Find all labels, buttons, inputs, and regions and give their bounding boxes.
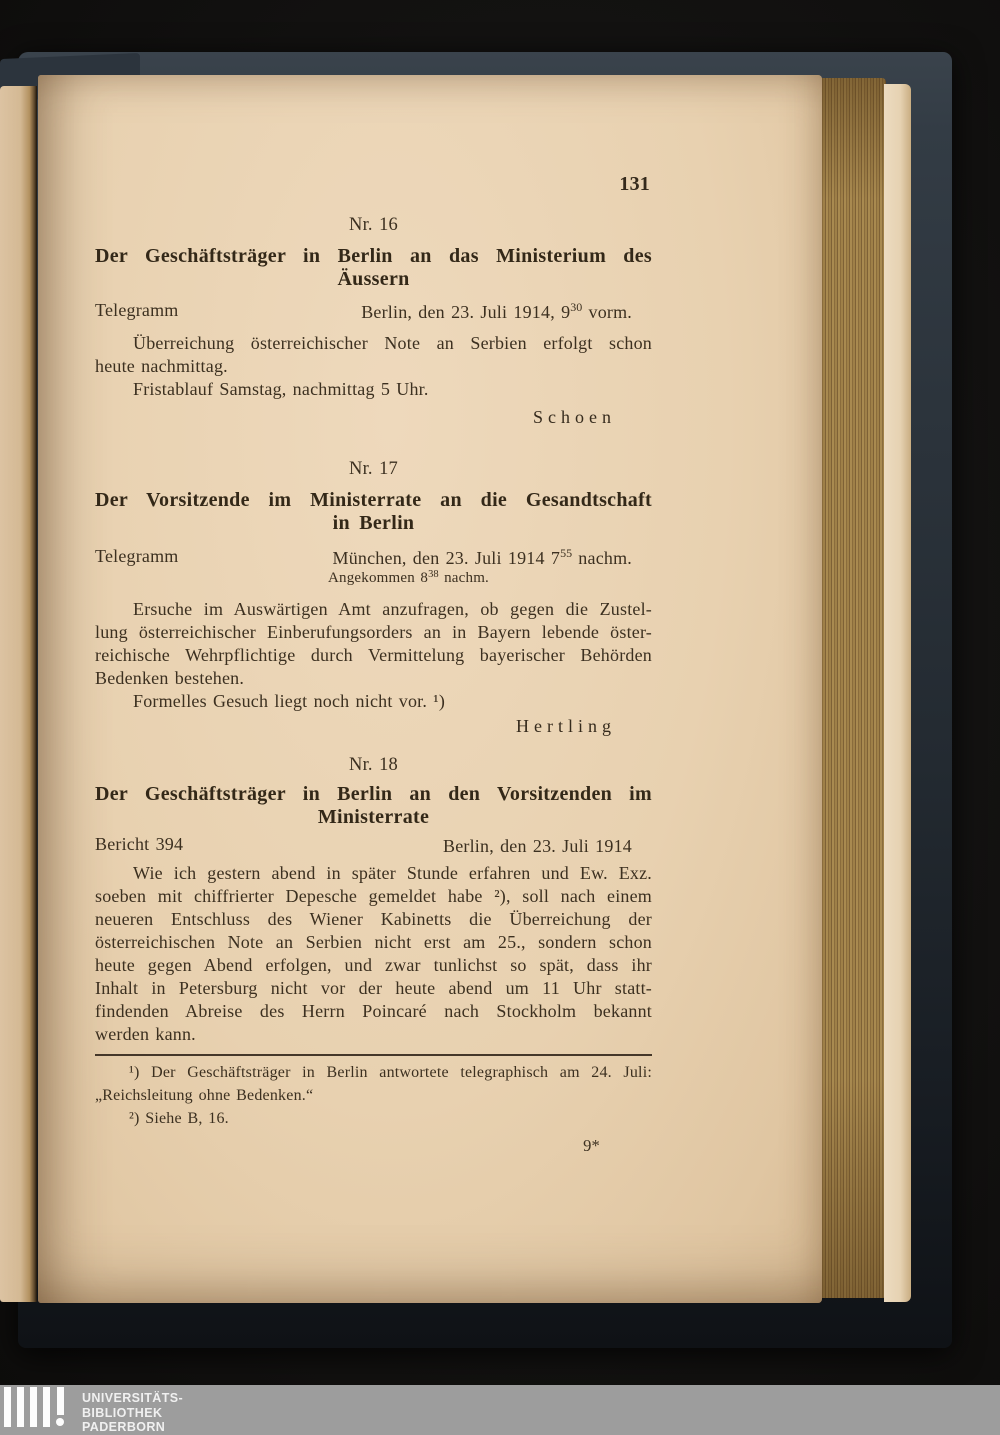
document-18-meta [95,834,652,857]
book-page [38,75,822,1303]
text-line: neueren Entschluss des Wiener Kabinetts die Überreichung der [95,909,652,929]
text-line: Ersuche im Auswärtigen Amt anzufragen, ob gegen die Zustel- [133,599,652,619]
text-line: reichische Wehrpflichtige durch Vermittelung bayerischer Behörden [95,645,652,665]
library-logo-icon [4,1387,64,1431]
page-fore-edge-stack [820,78,886,1298]
document-16-number: Nr. 16 [349,215,398,235]
text-line: Formelles Gesuch liegt noch nicht vor. ¹) [133,691,446,711]
document-18 [95,755,652,1156]
text-line: Äussern [337,268,410,290]
library-name-line1: UNIVERSITÄTS- [82,1391,184,1405]
document-17-dateline: München, den 23. Juli 1914 $7^{55}$ nachm. [332,546,632,568]
document-17-meta [95,546,652,569]
time-superscript: 55 [560,546,573,560]
text-line: findenden Abreise des Herrn Poincaré nach Stockholm bekannt [95,1001,652,1021]
text-line: Inhalt in Petersburg nicht vor der heute abend um 11 Uhr statt- [95,978,652,998]
logo-bar [4,1387,11,1427]
document-17-received-line: Angekommen $8^{38}$ nachm. [327,569,490,586]
text-line: lung österreichischer Einberufungsorders an in Bayern lebende öster- [95,622,652,642]
logo-exclamation [56,1387,64,1431]
printers-mark: 9* [583,1136,600,1155]
document-16-signature: Schoen [533,407,616,427]
document-17-number: Nr. 17 [349,459,398,479]
text-line: Der Vorsitzende im Ministerrate an die Gesandtschaft [95,489,652,511]
footnote-rule [95,1054,652,1056]
library-name [82,1391,183,1435]
text-line: Fristablauf Samstag, nachmittag 5 Uhr. [133,379,429,399]
under-page-edge [884,84,911,1302]
document-18-body [95,862,652,1046]
library-watermark-bar [0,1385,1000,1435]
left-page-edge [0,86,37,1302]
document-17-type: Telegramm [95,546,179,566]
logo-bar [17,1387,24,1427]
document-16-dateline: Berlin, den 23. Juli 1914, $9^{30}$ vorm. [361,300,632,322]
text-line: ²) Siehe B, 16. [129,1110,229,1127]
document-18-type: Bericht 394 [95,834,184,854]
footnotes [95,1061,652,1130]
library-name-line3: PADERBORN [82,1420,166,1434]
logo-bar [43,1387,50,1427]
text-line: „Reichsleitung ohne Bedenken.“ [95,1087,314,1104]
text-line: werden kann. [95,1024,196,1044]
document-18-number: Nr. 18 [349,755,398,775]
logo-bar [30,1387,37,1427]
text-line: Überreichung österreichischer Note an Serbien erfolgt schon [133,333,652,353]
document-17-signature: Hertling [516,716,616,736]
document-17-body [95,598,652,713]
document-16-title [95,245,652,291]
text-line: österreichischen Note an Serbien nicht erst am 25., sondern schon [95,932,652,952]
library-name-line2: BIBLIOTHEK [82,1405,163,1420]
document-16-meta [95,300,652,323]
text-line: Der Geschäftsträger in Berlin an das Ministerium des [95,245,652,267]
document-18-title [95,783,652,829]
document-18-dateline: Berlin, den 23. Juli 1914 [443,836,632,856]
time-superscript: 38 [428,569,439,580]
text-line: soeben mit chiffrierter Depesche gemeldet habe ²), soll nach einem [95,886,652,906]
document-16-type: Telegramm [95,300,179,320]
document-17 [95,459,652,737]
page-number: 131 [619,173,650,195]
text-line: Wie ich gestern abend in später Stunde erfahren und Ew. Exz. [133,863,652,883]
document-16-body [95,332,652,401]
text-line: heute gegen Abend erfolgen, und zwar tunlichst so spät, dass ihr [95,955,652,975]
text-line: heute nachmittag. [95,356,228,376]
time-superscript: 30 [570,300,583,314]
text-line: Bedenken bestehen. [95,668,245,688]
text-line: Der Geschäftsträger in Berlin an den Vorsitzenden im [95,783,652,805]
document-16 [95,215,652,428]
text-line: Ministerrate [317,806,430,828]
document-17-title [95,489,652,535]
text-line: in Berlin [332,512,415,534]
text-line: ¹) Der Geschäftsträger in Berlin antwortete telegraphisch am 24. Juli: [129,1064,652,1081]
